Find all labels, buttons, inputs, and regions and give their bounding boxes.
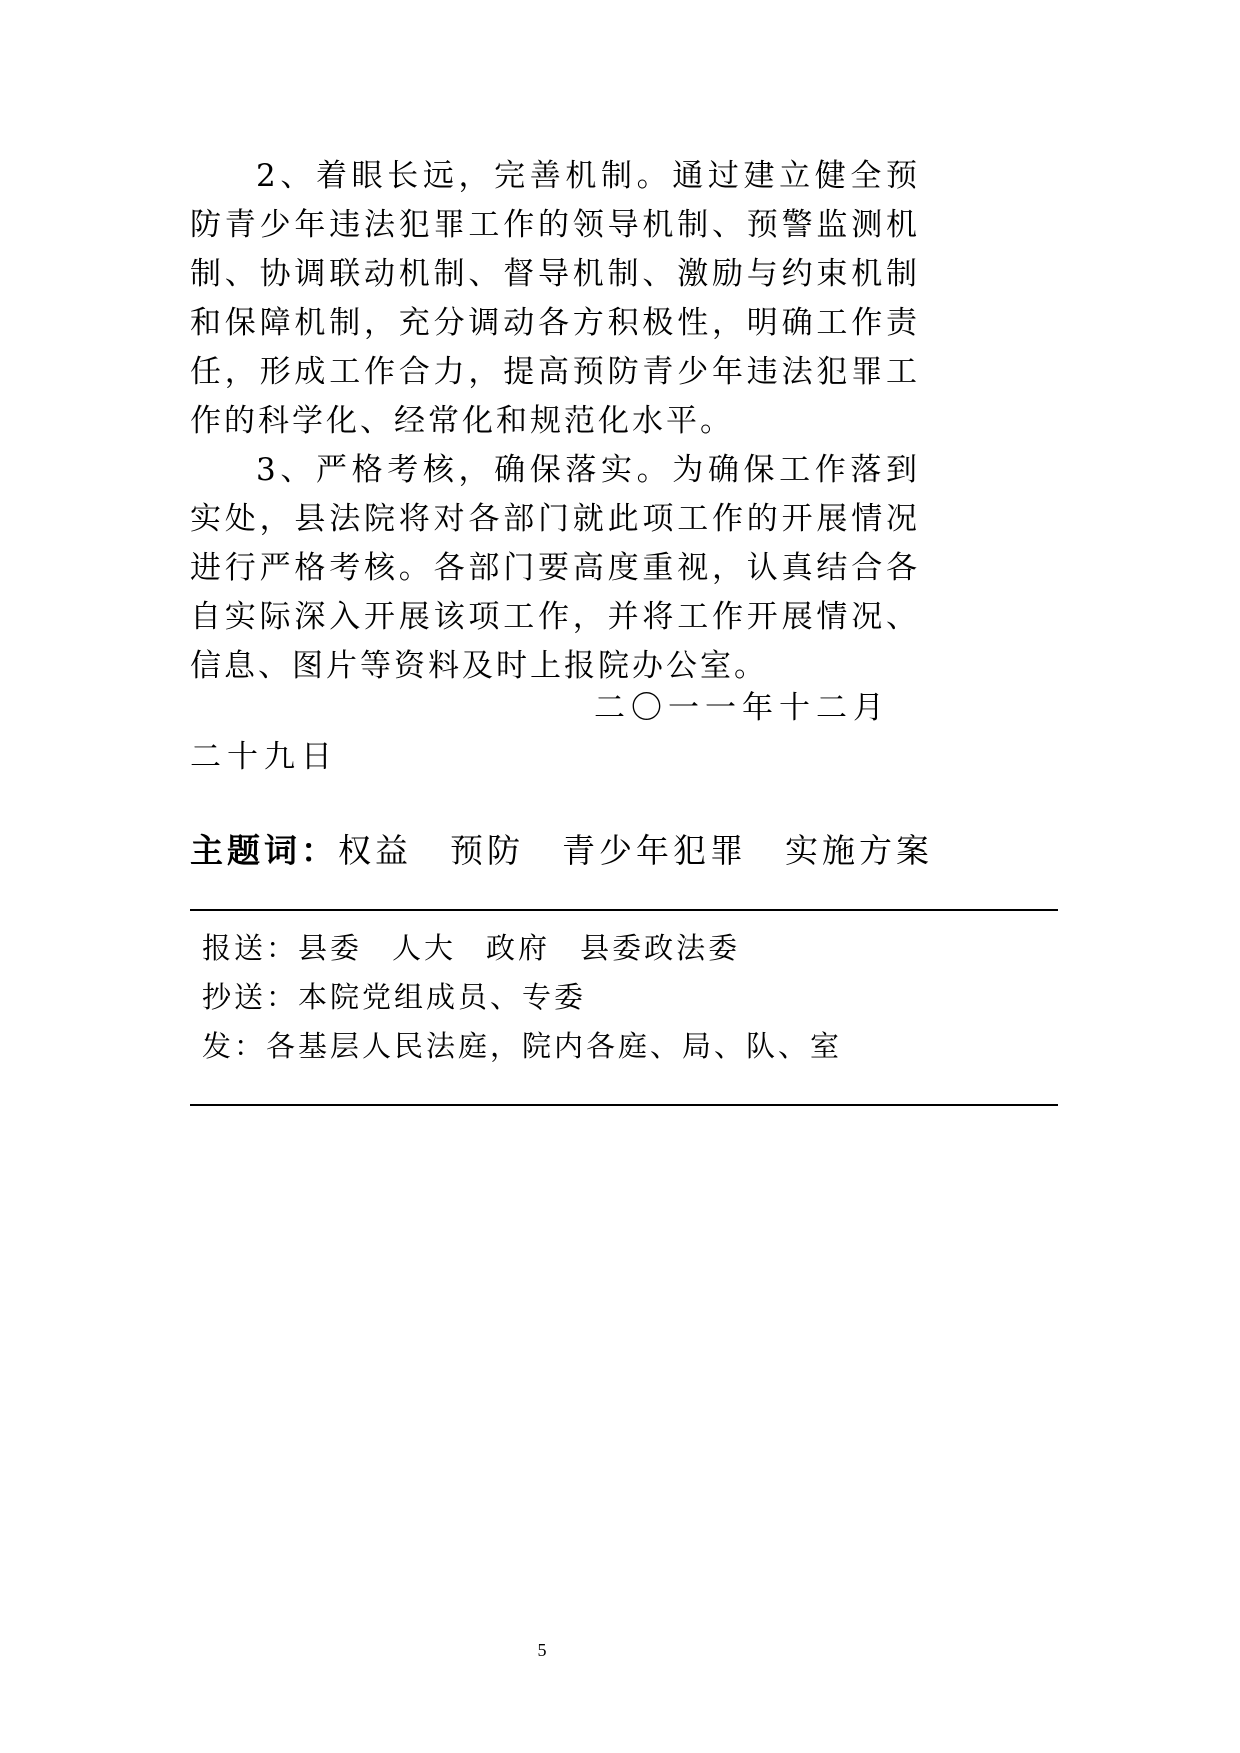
subject-keyword: 预防 bbox=[450, 831, 524, 870]
distribution-block bbox=[202, 924, 842, 1071]
divider-bottom bbox=[190, 1104, 1058, 1106]
copy-value: 本院党组成员、专委 bbox=[298, 980, 587, 1014]
copy-label: 抄送： bbox=[202, 980, 299, 1014]
body-text bbox=[190, 152, 920, 691]
subject-label: 主题词： bbox=[190, 831, 338, 870]
report-item: 县委 bbox=[298, 931, 363, 965]
send-line bbox=[202, 1022, 842, 1071]
date-line-2: 二十九日 bbox=[190, 739, 338, 775]
report-line bbox=[202, 924, 842, 973]
report-item: 政府 bbox=[486, 931, 551, 965]
paragraph: 2、着眼长远，完善机制。通过建立健全预防青少年违法犯罪工作的领导机制、预警监测机制、协调联动机制、督导机制、激励与约束机制和保障机制，充分调动各方积极性，明确工作责任，形成工作合力，提高预防青少年违法犯罪工作的科学化、经常化和规范化水平。 bbox=[190, 158, 920, 439]
report-item: 人大 bbox=[392, 931, 457, 965]
subject-keywords bbox=[190, 826, 971, 876]
page-number: 5 bbox=[537, 1640, 547, 1660]
report-item: 县委政法委 bbox=[580, 931, 741, 965]
send-label: 发： bbox=[202, 1029, 267, 1063]
subject-keyword: 青少年犯罪 bbox=[562, 831, 747, 870]
subject-keyword: 权益 bbox=[338, 831, 412, 870]
date-line-1: 二〇一一年十二月 bbox=[594, 690, 890, 726]
copy-line bbox=[202, 973, 842, 1022]
paragraph: 3、严格考核，确保落实。为确保工作落到实处，县法院将对各部门就此项工作的开展情况进行严格考核。各部门要高度重视，认真结合各自实际深入开展该项工作，并将工作开展情况、信息、图片等资料及时上报院办公室。 bbox=[190, 452, 920, 684]
send-value: 各基层人民法庭，院内各庭、局、队、室 bbox=[266, 1029, 843, 1063]
report-label: 报送： bbox=[202, 931, 299, 965]
subject-keyword: 实施方案 bbox=[785, 831, 933, 870]
divider-top bbox=[190, 909, 1058, 911]
